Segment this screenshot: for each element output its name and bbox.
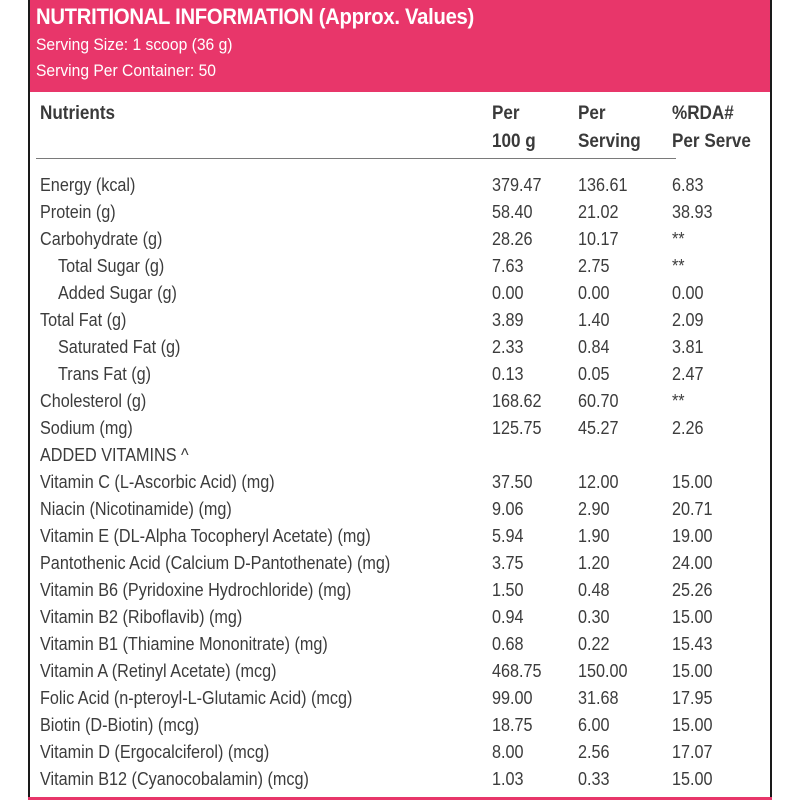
value-per-100g: 1.03	[492, 769, 524, 789]
table-row	[30, 712, 770, 739]
value-rda: 2.26	[672, 418, 704, 438]
value-per-100g: 3.89	[492, 310, 524, 330]
nutrient-name: Sodium (mg)	[40, 418, 133, 438]
table-row	[30, 604, 770, 631]
value-per-100g: 0.00	[492, 283, 524, 303]
value-rda: **	[672, 229, 685, 249]
table-row	[30, 280, 770, 307]
nutrient-name: Vitamin C (L-Ascorbic Acid) (mg)	[40, 472, 275, 492]
table-row	[30, 172, 770, 199]
nutrient-name: Folic Acid (n-pteroyl-L-Glutamic Acid) (mcg)	[40, 688, 353, 708]
nutrient-name: Vitamin B12 (Cyanocobalamin) (mcg)	[40, 769, 309, 789]
value-per-100g: 58.40	[492, 202, 533, 222]
value-per-serving: 31.68	[578, 688, 619, 708]
nutrient-name: Total Fat (g)	[40, 310, 127, 330]
value-per-100g: 125.75	[492, 418, 542, 438]
table-row	[30, 415, 770, 442]
value-per-serving: 6.00	[578, 715, 610, 735]
value-rda: 20.71	[672, 499, 713, 519]
nutrient-name: Vitamin B6 (Pyridoxine Hydrochloride) (mg)	[40, 580, 352, 600]
value-rda: 0.00	[672, 283, 704, 303]
value-per-100g: 5.94	[492, 526, 524, 546]
value-rda: 15.00	[672, 715, 713, 735]
table-row	[30, 523, 770, 550]
value-rda: 25.26	[672, 580, 713, 600]
value-per-100g: 3.75	[492, 553, 524, 573]
value-per-serving: 1.40	[578, 310, 610, 330]
value-rda: 17.07	[672, 742, 713, 762]
table-row	[30, 739, 770, 766]
value-per-serving: 0.33	[578, 769, 610, 789]
table-row	[30, 307, 770, 334]
value-per-serving: 2.56	[578, 742, 610, 762]
value-per-100g: 99.00	[492, 688, 533, 708]
value-rda: 3.81	[672, 337, 704, 357]
nutrient-name: Pantothenic Acid (Calcium D-Pantothenate) (mg)	[40, 553, 391, 573]
value-per-100g: 0.68	[492, 634, 524, 654]
table-row	[30, 334, 770, 361]
value-per-100g: 0.13	[492, 364, 524, 384]
table-row	[30, 685, 770, 712]
value-per-serving: 0.30	[578, 607, 610, 627]
table-row	[30, 442, 770, 469]
value-rda: 38.93	[672, 202, 713, 222]
nutrient-name: ADDED VITAMINS ^	[40, 445, 189, 465]
value-rda: 6.83	[672, 175, 704, 195]
value-per-serving: 1.90	[578, 526, 610, 546]
table-row	[30, 496, 770, 523]
value-per-serving: 2.75	[578, 256, 610, 276]
nutrient-name: Cholesterol (g)	[40, 391, 147, 411]
col-per-serving: Per Serving	[578, 103, 641, 152]
serving-size: Serving Size: 1 scoop (36 g)	[36, 35, 233, 54]
nutrient-name: Biotin (D-Biotin) (mcg)	[40, 715, 200, 735]
nutrient-table	[30, 172, 770, 793]
nutrient-name: Trans Fat (g)	[58, 364, 152, 384]
table-row	[30, 550, 770, 577]
nutrition-panel	[28, 0, 772, 800]
nutrient-name: Vitamin A (Retinyl Acetate) (mcg)	[40, 661, 277, 681]
nutrient-name: Vitamin E (DL-Alpha Tocopheryl Acetate) (mg)	[40, 526, 371, 546]
table-row	[30, 469, 770, 496]
table-row	[30, 577, 770, 604]
value-rda: 15.00	[672, 607, 713, 627]
nutrient-name: Niacin (Nicotinamide) (mg)	[40, 499, 232, 519]
value-per-100g: 8.00	[492, 742, 524, 762]
value-per-100g: 2.33	[492, 337, 524, 357]
value-rda: 15.43	[672, 634, 713, 654]
value-per-serving: 2.90	[578, 499, 610, 519]
table-row	[30, 253, 770, 280]
value-per-serving: 0.84	[578, 337, 610, 357]
value-per-100g: 468.75	[492, 661, 542, 681]
col-nutrients: Nutrients	[40, 103, 116, 124]
nutrient-name: Energy (kcal)	[40, 175, 136, 195]
col-per-100g: Per 100 g	[492, 103, 536, 152]
nutrient-name: Vitamin B1 (Thiamine Mononitrate) (mg)	[40, 634, 328, 654]
value-per-serving: 10.17	[578, 229, 619, 249]
header-divider	[36, 158, 676, 159]
nutrient-name: Vitamin B2 (Riboflavib) (mg)	[40, 607, 243, 627]
value-per-serving: 0.48	[578, 580, 610, 600]
panel-title: NUTRITIONAL INFORMATION (Approx. Values)	[36, 4, 475, 29]
table-row	[30, 631, 770, 658]
nutrient-name: Added Sugar (g)	[58, 283, 177, 303]
table-row	[30, 388, 770, 415]
nutrient-name: Total Sugar (g)	[58, 256, 165, 276]
value-per-100g: 9.06	[492, 499, 524, 519]
table-row	[30, 361, 770, 388]
value-rda: 15.00	[672, 769, 713, 789]
value-rda: **	[672, 391, 685, 411]
col-rda: %RDA# Per Serve	[672, 103, 751, 152]
table-row	[30, 226, 770, 253]
nutrient-name: Protein (g)	[40, 202, 116, 222]
value-per-100g: 0.94	[492, 607, 524, 627]
table-row	[30, 766, 770, 793]
value-per-serving: 0.05	[578, 364, 610, 384]
value-per-100g: 18.75	[492, 715, 533, 735]
value-per-100g: 7.63	[492, 256, 524, 276]
panel-header	[30, 0, 770, 92]
nutrient-name: Vitamin D (Ergocalciferol) (mcg)	[40, 742, 270, 762]
value-per-serving: 1.20	[578, 553, 610, 573]
value-per-serving: 0.22	[578, 634, 610, 654]
value-rda: 2.09	[672, 310, 704, 330]
value-per-100g: 37.50	[492, 472, 533, 492]
table-row	[30, 658, 770, 685]
value-per-100g: 168.62	[492, 391, 542, 411]
table-row	[30, 199, 770, 226]
value-per-serving: 0.00	[578, 283, 610, 303]
value-per-100g: 379.47	[492, 175, 542, 195]
value-rda: **	[672, 256, 685, 276]
value-per-serving: 60.70	[578, 391, 619, 411]
value-rda: 2.47	[672, 364, 704, 384]
servings-per-container: Serving Per Container: 50	[36, 61, 216, 80]
value-rda: 15.00	[672, 661, 713, 681]
value-per-serving: 45.27	[578, 418, 619, 438]
value-per-serving: 150.00	[578, 661, 628, 681]
value-per-100g: 28.26	[492, 229, 533, 249]
value-rda: 24.00	[672, 553, 713, 573]
value-per-serving: 12.00	[578, 472, 619, 492]
value-per-100g: 1.50	[492, 580, 524, 600]
nutrient-name: Carbohydrate (g)	[40, 229, 163, 249]
value-rda: 15.00	[672, 472, 713, 492]
value-rda: 17.95	[672, 688, 713, 708]
value-rda: 19.00	[672, 526, 713, 546]
column-headers	[30, 100, 770, 162]
nutrient-name: Saturated Fat (g)	[58, 337, 181, 357]
value-per-serving: 21.02	[578, 202, 619, 222]
value-per-serving: 136.61	[578, 175, 628, 195]
